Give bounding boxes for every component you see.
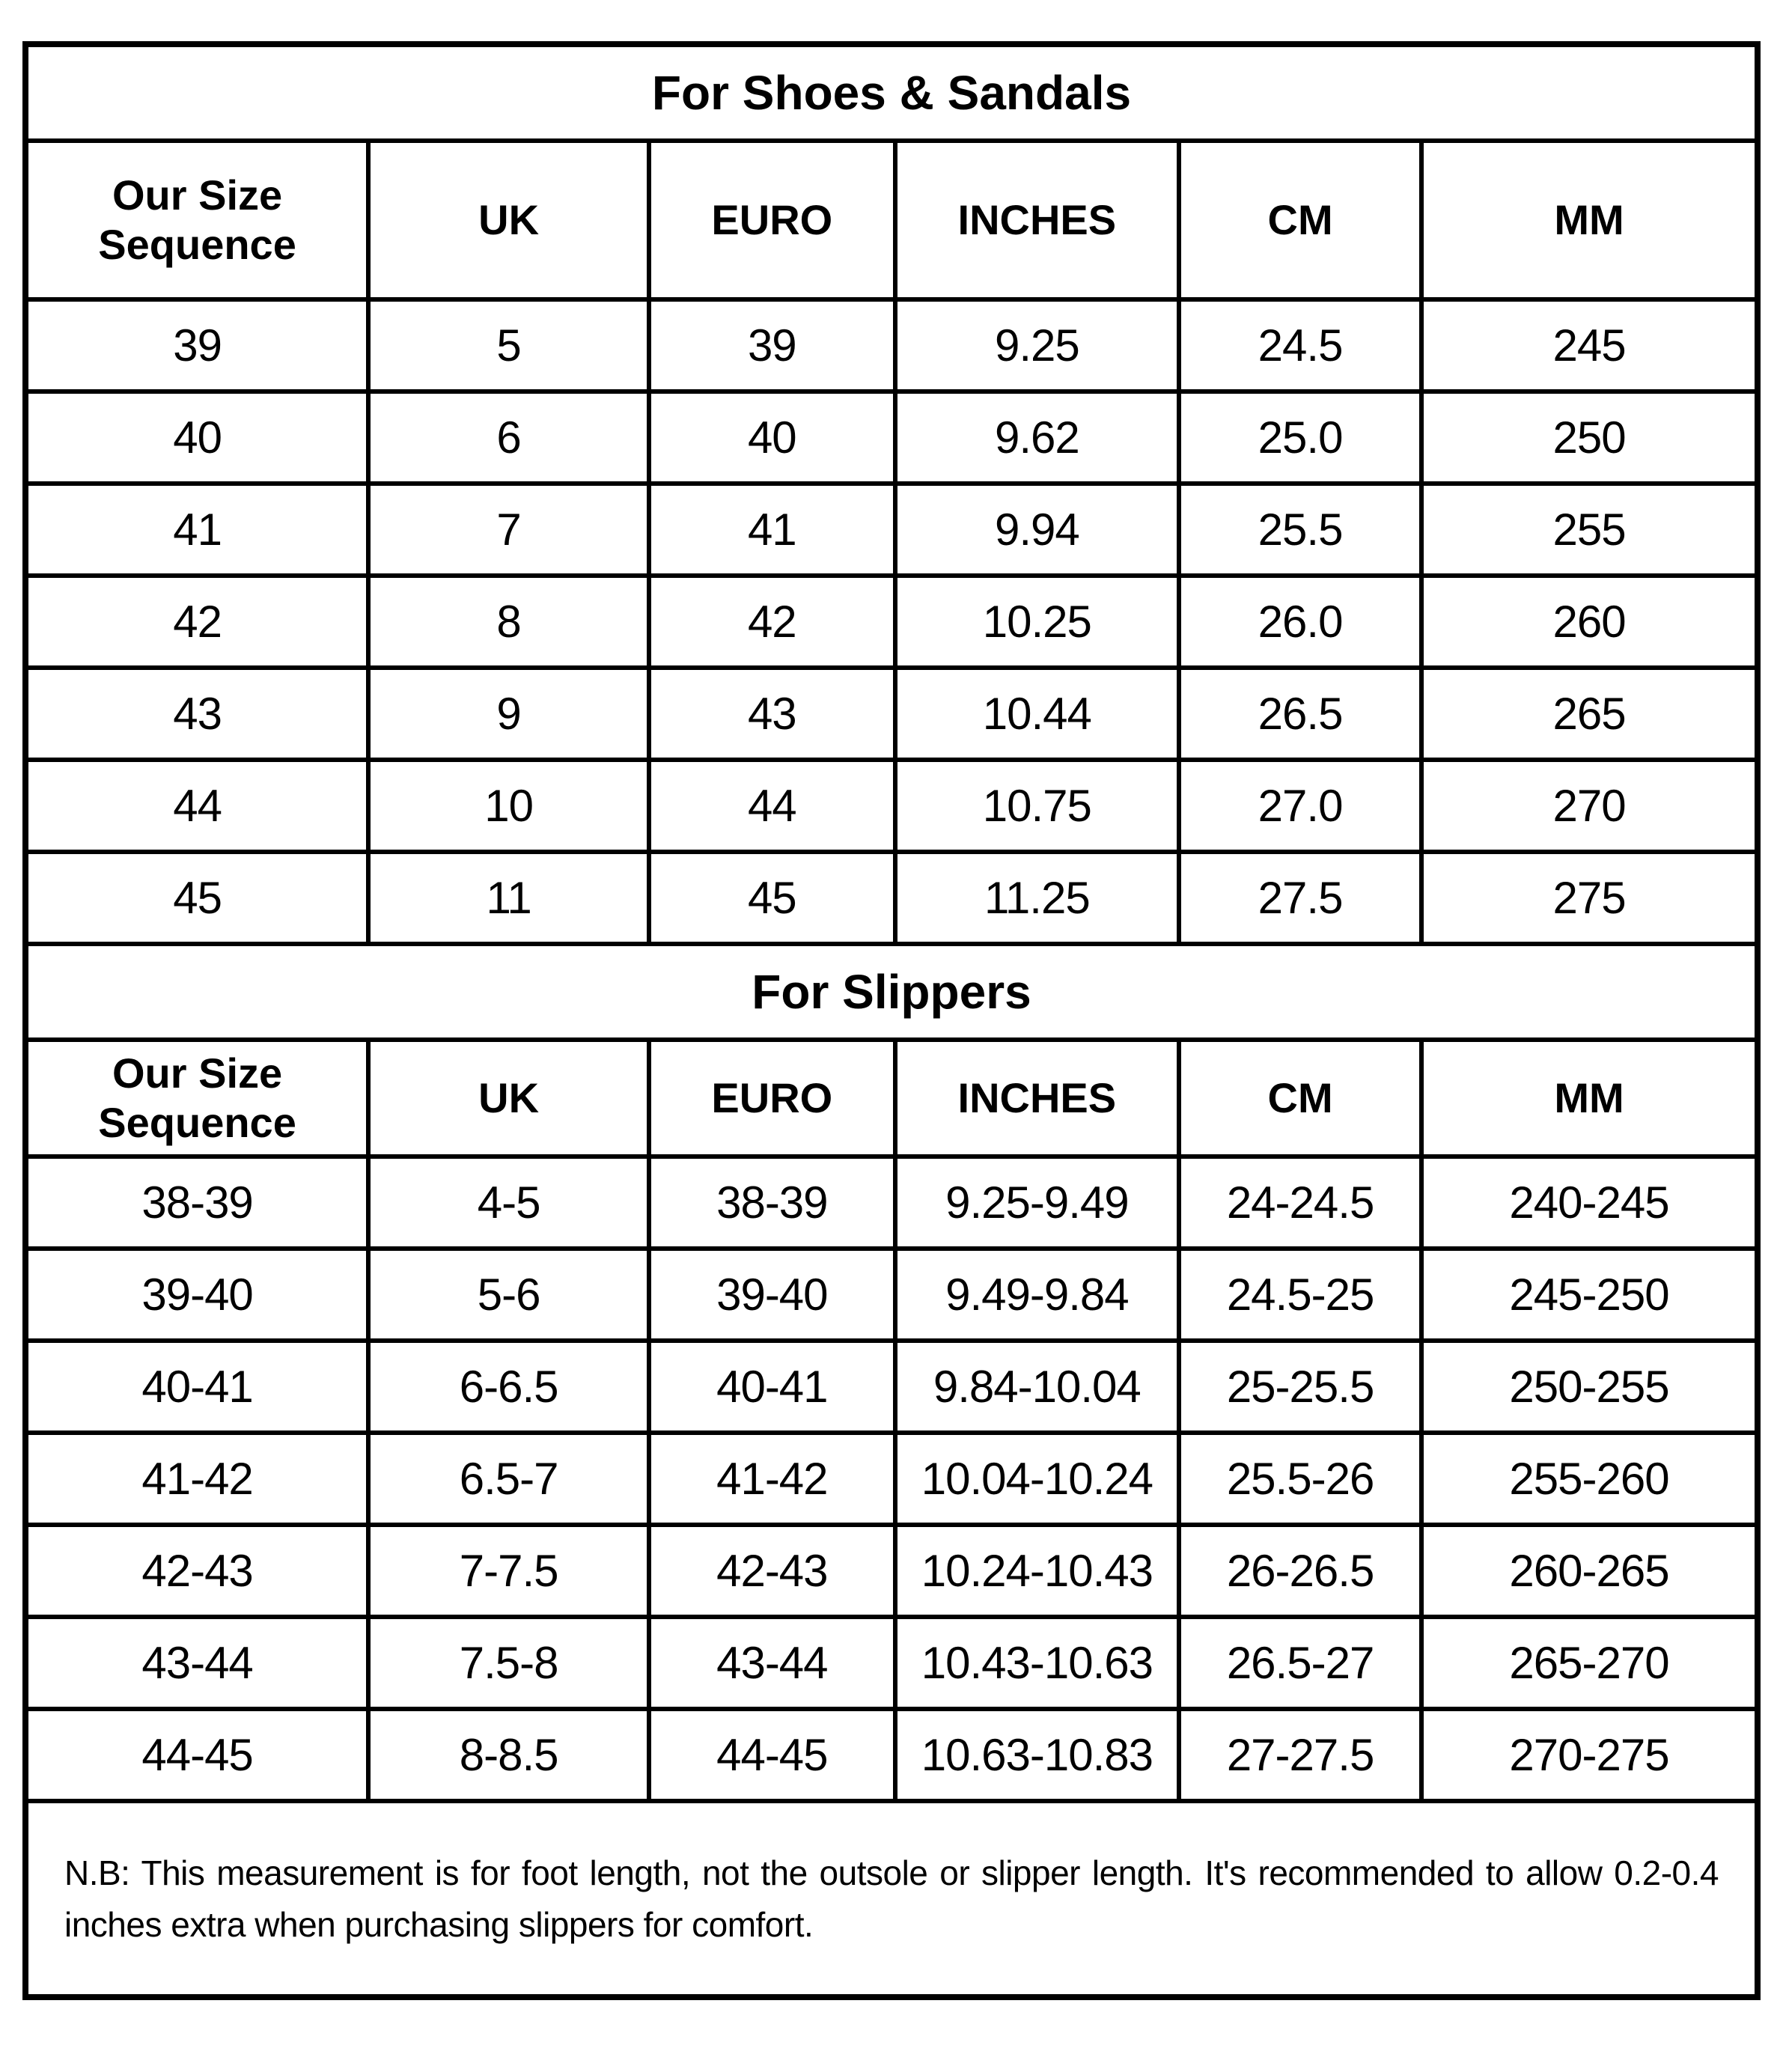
column-header-euro-slippers: EURO xyxy=(649,1040,895,1157)
table-cell: 42-43 xyxy=(649,1525,895,1617)
table-cell: 270-275 xyxy=(1421,1709,1758,1801)
table-cell: 10 xyxy=(368,760,649,852)
table-cell: 8 xyxy=(368,576,649,668)
table-cell: 26.5 xyxy=(1179,668,1421,760)
table-cell: 9.62 xyxy=(895,391,1179,484)
table-cell: 10.04-10.24 xyxy=(895,1433,1179,1525)
table-cell: 38-39 xyxy=(25,1157,368,1249)
table-cell: 10.75 xyxy=(895,760,1179,852)
size-chart-table xyxy=(22,41,1761,2000)
table-row xyxy=(25,944,1758,1040)
table-cell: 43-44 xyxy=(25,1617,368,1709)
table-row xyxy=(25,852,1758,944)
table-cell: 38-39 xyxy=(649,1157,895,1249)
table-cell: 240-245 xyxy=(1421,1157,1758,1249)
table-cell: 41-42 xyxy=(25,1433,368,1525)
table-cell: 5 xyxy=(368,299,649,391)
table-cell: 6 xyxy=(368,391,649,484)
table-row xyxy=(25,299,1758,391)
table-row xyxy=(25,1341,1758,1433)
table-cell: 26.0 xyxy=(1179,576,1421,668)
column-header-euro-shoes: EURO xyxy=(649,141,895,299)
table-cell: 260 xyxy=(1421,576,1758,668)
table-cell: 45 xyxy=(25,852,368,944)
table-cell: 5-6 xyxy=(368,1249,649,1341)
table-cell: 245 xyxy=(1421,299,1758,391)
table-cell: 7 xyxy=(368,484,649,576)
section-title-shoes: For Shoes & Sandals xyxy=(25,44,1758,141)
table-cell: 10.43-10.63 xyxy=(895,1617,1179,1709)
table-row xyxy=(25,1617,1758,1709)
table-cell: 27.0 xyxy=(1179,760,1421,852)
column-header-inches-slippers: INCHES xyxy=(895,1040,1179,1157)
table-cell: 40-41 xyxy=(25,1341,368,1433)
table-cell: 11.25 xyxy=(895,852,1179,944)
note-cell xyxy=(25,1801,1758,1997)
table-cell: 255 xyxy=(1421,484,1758,576)
column-header-mm-shoes: MM xyxy=(1421,141,1758,299)
table-cell: 270 xyxy=(1421,760,1758,852)
table-cell: 10.24-10.43 xyxy=(895,1525,1179,1617)
table-cell: 10.44 xyxy=(895,668,1179,760)
table-row xyxy=(25,484,1758,576)
table-cell: 25.5 xyxy=(1179,484,1421,576)
table-cell: 42 xyxy=(25,576,368,668)
table-cell: 40 xyxy=(25,391,368,484)
table-cell: 7-7.5 xyxy=(368,1525,649,1617)
table-cell: 7.5-8 xyxy=(368,1617,649,1709)
table-row xyxy=(25,391,1758,484)
table-row xyxy=(25,576,1758,668)
table-cell: 9 xyxy=(368,668,649,760)
table-cell: 26.5-27 xyxy=(1179,1617,1421,1709)
table-cell: 265-270 xyxy=(1421,1617,1758,1709)
table-cell: 11 xyxy=(368,852,649,944)
table-cell: 41 xyxy=(25,484,368,576)
table-cell: 44-45 xyxy=(25,1709,368,1801)
table-cell: 42 xyxy=(649,576,895,668)
table-cell: 9.84-10.04 xyxy=(895,1341,1179,1433)
table-cell: 10.25 xyxy=(895,576,1179,668)
column-header-uk-slippers: UK xyxy=(368,1040,649,1157)
table-row xyxy=(25,1433,1758,1525)
column-header-size-shoes: Our Size Sequence xyxy=(25,141,368,299)
table-cell: 25.5-26 xyxy=(1179,1433,1421,1525)
table-cell: 265 xyxy=(1421,668,1758,760)
table-cell: 25-25.5 xyxy=(1179,1341,1421,1433)
table-cell: 27.5 xyxy=(1179,852,1421,944)
table-cell: 4-5 xyxy=(368,1157,649,1249)
table-cell: 245-250 xyxy=(1421,1249,1758,1341)
table-cell: 41 xyxy=(649,484,895,576)
table-cell: 6-6.5 xyxy=(368,1341,649,1433)
table-row xyxy=(25,44,1758,141)
table-cell: 10.63-10.83 xyxy=(895,1709,1179,1801)
table-cell: 26-26.5 xyxy=(1179,1525,1421,1617)
column-header-inches-shoes: INCHES xyxy=(895,141,1179,299)
table-cell: 40-41 xyxy=(649,1341,895,1433)
table-cell: 250 xyxy=(1421,391,1758,484)
table-cell: 9.25 xyxy=(895,299,1179,391)
table-cell: 6.5-7 xyxy=(368,1433,649,1525)
table-cell: 8-8.5 xyxy=(368,1709,649,1801)
table-cell: 43 xyxy=(649,668,895,760)
table-cell: 39-40 xyxy=(25,1249,368,1341)
table-row xyxy=(25,1249,1758,1341)
table-cell: 39 xyxy=(649,299,895,391)
column-header-cm-slippers: CM xyxy=(1179,1040,1421,1157)
table-cell: 41-42 xyxy=(649,1433,895,1525)
table-cell: 44 xyxy=(649,760,895,852)
table-cell: 24.5 xyxy=(1179,299,1421,391)
table-cell: 39 xyxy=(25,299,368,391)
table-cell: 275 xyxy=(1421,852,1758,944)
table-row xyxy=(25,1801,1758,1997)
table-row xyxy=(25,1525,1758,1617)
table-cell: 39-40 xyxy=(649,1249,895,1341)
table-cell: 43-44 xyxy=(649,1617,895,1709)
table-cell: 43 xyxy=(25,668,368,760)
table-cell: 250-255 xyxy=(1421,1341,1758,1433)
table-row xyxy=(25,1709,1758,1801)
table-cell: 42-43 xyxy=(25,1525,368,1617)
column-header-mm-slippers: MM xyxy=(1421,1040,1758,1157)
size-chart-sheet xyxy=(22,41,1761,2000)
table-cell: 40 xyxy=(649,391,895,484)
table-row xyxy=(25,1157,1758,1249)
table-cell: 44 xyxy=(25,760,368,852)
column-header-size-slippers: Our Size Sequence xyxy=(25,1040,368,1157)
table-row xyxy=(25,1040,1758,1157)
table-cell: 45 xyxy=(649,852,895,944)
column-header-uk-shoes: UK xyxy=(368,141,649,299)
table-cell: 44-45 xyxy=(649,1709,895,1801)
table-row xyxy=(25,668,1758,760)
table-cell: 24.5-25 xyxy=(1179,1249,1421,1341)
table-cell: 25.0 xyxy=(1179,391,1421,484)
table-row xyxy=(25,141,1758,299)
table-row xyxy=(25,760,1758,852)
table-cell: 27-27.5 xyxy=(1179,1709,1421,1801)
table-cell: 260-265 xyxy=(1421,1525,1758,1617)
table-cell: 24-24.5 xyxy=(1179,1157,1421,1249)
table-cell: 255-260 xyxy=(1421,1433,1758,1525)
table-cell: 9.94 xyxy=(895,484,1179,576)
column-header-cm-shoes: CM xyxy=(1179,141,1421,299)
table-cell: 9.49-9.84 xyxy=(895,1249,1179,1341)
section-title-slippers: For Slippers xyxy=(25,944,1758,1040)
table-cell: 9.25-9.49 xyxy=(895,1157,1179,1249)
note-text: N.B: This measurement is for foot length, not the outsole or slipper length. It's recommended to allow 0.2-0.4 inches extra when purchasing slippers for comfort. xyxy=(64,1853,1719,1944)
